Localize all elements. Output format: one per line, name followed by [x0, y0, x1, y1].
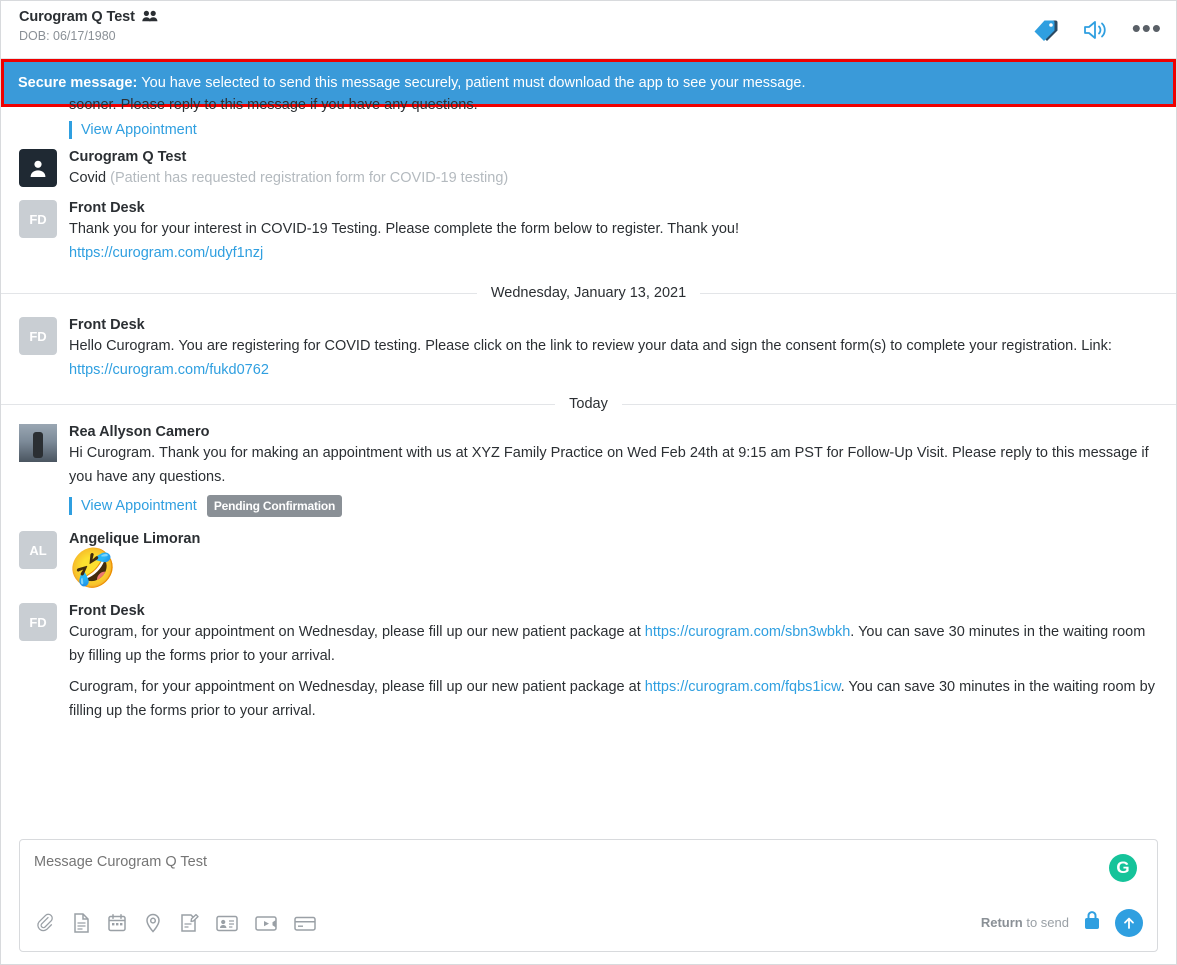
- patient-name-row: [19, 9, 158, 25]
- message-link[interactable]: https://curogram.com/udyf1nzj: [69, 244, 264, 261]
- grammarly-icon[interactable]: G: [1109, 854, 1137, 882]
- message-text: [69, 621, 1156, 668]
- message-sender: Front Desk: [69, 200, 145, 217]
- date-divider: [1, 392, 1176, 418]
- contact-card-icon[interactable]: [215, 913, 239, 933]
- more-options-icon[interactable]: •••: [1131, 13, 1162, 43]
- status-badge: Pending Confirmation: [207, 495, 342, 517]
- message-item: [1, 194, 1176, 269]
- message-text: [69, 335, 1156, 382]
- message-sender: Angelique Limoran: [69, 531, 201, 548]
- message-item: [1, 143, 1176, 194]
- message-item: [1, 521, 1176, 595]
- message-item: [1, 595, 1176, 727]
- message-link[interactable]: https://curogram.com/sbn3wbkh: [644, 624, 851, 641]
- divider-line-right: [700, 293, 1176, 294]
- divider-line-left: [1, 293, 477, 294]
- video-icon[interactable]: [254, 913, 278, 933]
- message-text: Thank you for your interest in COVID-19 Testing. Please complete the form below to register. Thank you!: [69, 221, 740, 238]
- composer-top: [34, 854, 1143, 882]
- location-icon[interactable]: [143, 912, 163, 934]
- conversation-header: [1, 1, 1176, 59]
- avatar: FD: [19, 200, 57, 238]
- calendar-icon[interactable]: [106, 912, 128, 934]
- message-thread[interactable]: [1, 97, 1176, 802]
- divider-label: Today: [569, 396, 608, 413]
- clipped-message-text: sooner. Please reply to this message if you have any questions.: [69, 97, 478, 113]
- return-to-send-rest: to send: [1022, 915, 1069, 930]
- payment-icon[interactable]: [293, 913, 317, 933]
- message-item: [1, 119, 1176, 143]
- message-body: Curogram, for your appointment on Wednesday, please fill up our new patient package at: [69, 679, 645, 696]
- message-text: [69, 676, 1156, 723]
- message-link[interactable]: https://curogram.com/fqbs1icw: [644, 679, 841, 696]
- avatar: AL: [19, 531, 57, 569]
- divider-label: Wednesday, January 13, 2021: [490, 285, 687, 302]
- message-composer: [19, 839, 1158, 952]
- message-note: (Patient has requested registration form for COVID-19 testing): [110, 170, 509, 186]
- composer-tools: [34, 912, 317, 934]
- message-input[interactable]: [34, 854, 921, 870]
- message-text: [69, 167, 1156, 190]
- message-body: Curogram, for your appointment on Wednesday, please fill up our new patient package at: [69, 624, 645, 641]
- message-text: Hi Curogram. Thank you for making an appointment with us at XYZ Family Practice on Wed Feb 24th at 9:15 am PST for Follow-Up Visit. Please reply to this message if you have any questions.: [69, 445, 1149, 485]
- avatar: FD: [19, 603, 57, 641]
- secure-banner-label: Secure message:: [18, 75, 138, 91]
- header-actions: [1034, 9, 1162, 49]
- composer-toolbar: [34, 908, 1143, 951]
- message-sender: Rea Allyson Camero: [69, 424, 210, 441]
- message-sender: Front Desk: [69, 603, 145, 620]
- message-body-tail: . You can save 30 minutes in the waiting room by filling up the forms prior to your arrival.: [69, 624, 1146, 664]
- message-sender: Curogram Q Test: [69, 149, 187, 165]
- secure-banner-text: You have selected to send this message securely, patient must download the app to see your message.: [141, 75, 806, 91]
- send-area: [981, 908, 1143, 937]
- message-item: [1, 418, 1176, 521]
- return-to-send-bold: Return: [980, 915, 1023, 930]
- message-item: [1, 311, 1176, 386]
- message-sender: Front Desk: [69, 317, 145, 334]
- appointment-row: [69, 121, 1156, 139]
- person-icon: [19, 149, 57, 187]
- form-icon[interactable]: [178, 912, 200, 934]
- emoji-message: 🤣: [69, 548, 117, 591]
- avatar: FD: [19, 317, 57, 355]
- tag-icon[interactable]: [1034, 18, 1060, 46]
- message-body: Hello Curogram. You are registering for COVID testing. Please click on the link to review your data and sign the consent form(s) to complete your registration. Link:: [69, 338, 1112, 355]
- send-button[interactable]: [1115, 909, 1143, 937]
- group-icon: [142, 10, 158, 24]
- view-appointment-link[interactable]: View Appointment: [69, 497, 197, 515]
- message-body-tail: . You can save 30 minutes in the waiting room by filling up the forms prior to your arrival.: [69, 679, 1155, 719]
- page-title: Curogram Q Test: [19, 9, 135, 25]
- appointment-row: [69, 495, 1156, 517]
- patient-dob: DOB: 06/17/1980: [19, 29, 116, 43]
- divider-line-left: [1, 404, 555, 405]
- document-icon[interactable]: [71, 912, 91, 934]
- divider-line-right: [622, 404, 1176, 405]
- avatar: [19, 149, 57, 187]
- patient-info: [19, 9, 158, 43]
- attachment-icon[interactable]: [34, 912, 56, 934]
- return-to-send-hint: [981, 915, 1069, 930]
- message-link[interactable]: https://curogram.com/fukd0762: [69, 361, 269, 378]
- message-body: Covid: [69, 170, 107, 186]
- date-divider: [1, 275, 1176, 311]
- speaker-icon[interactable]: [1082, 18, 1110, 46]
- lock-icon[interactable]: [1081, 908, 1103, 937]
- view-appointment-link[interactable]: View Appointment: [69, 121, 197, 139]
- avatar: [19, 424, 57, 462]
